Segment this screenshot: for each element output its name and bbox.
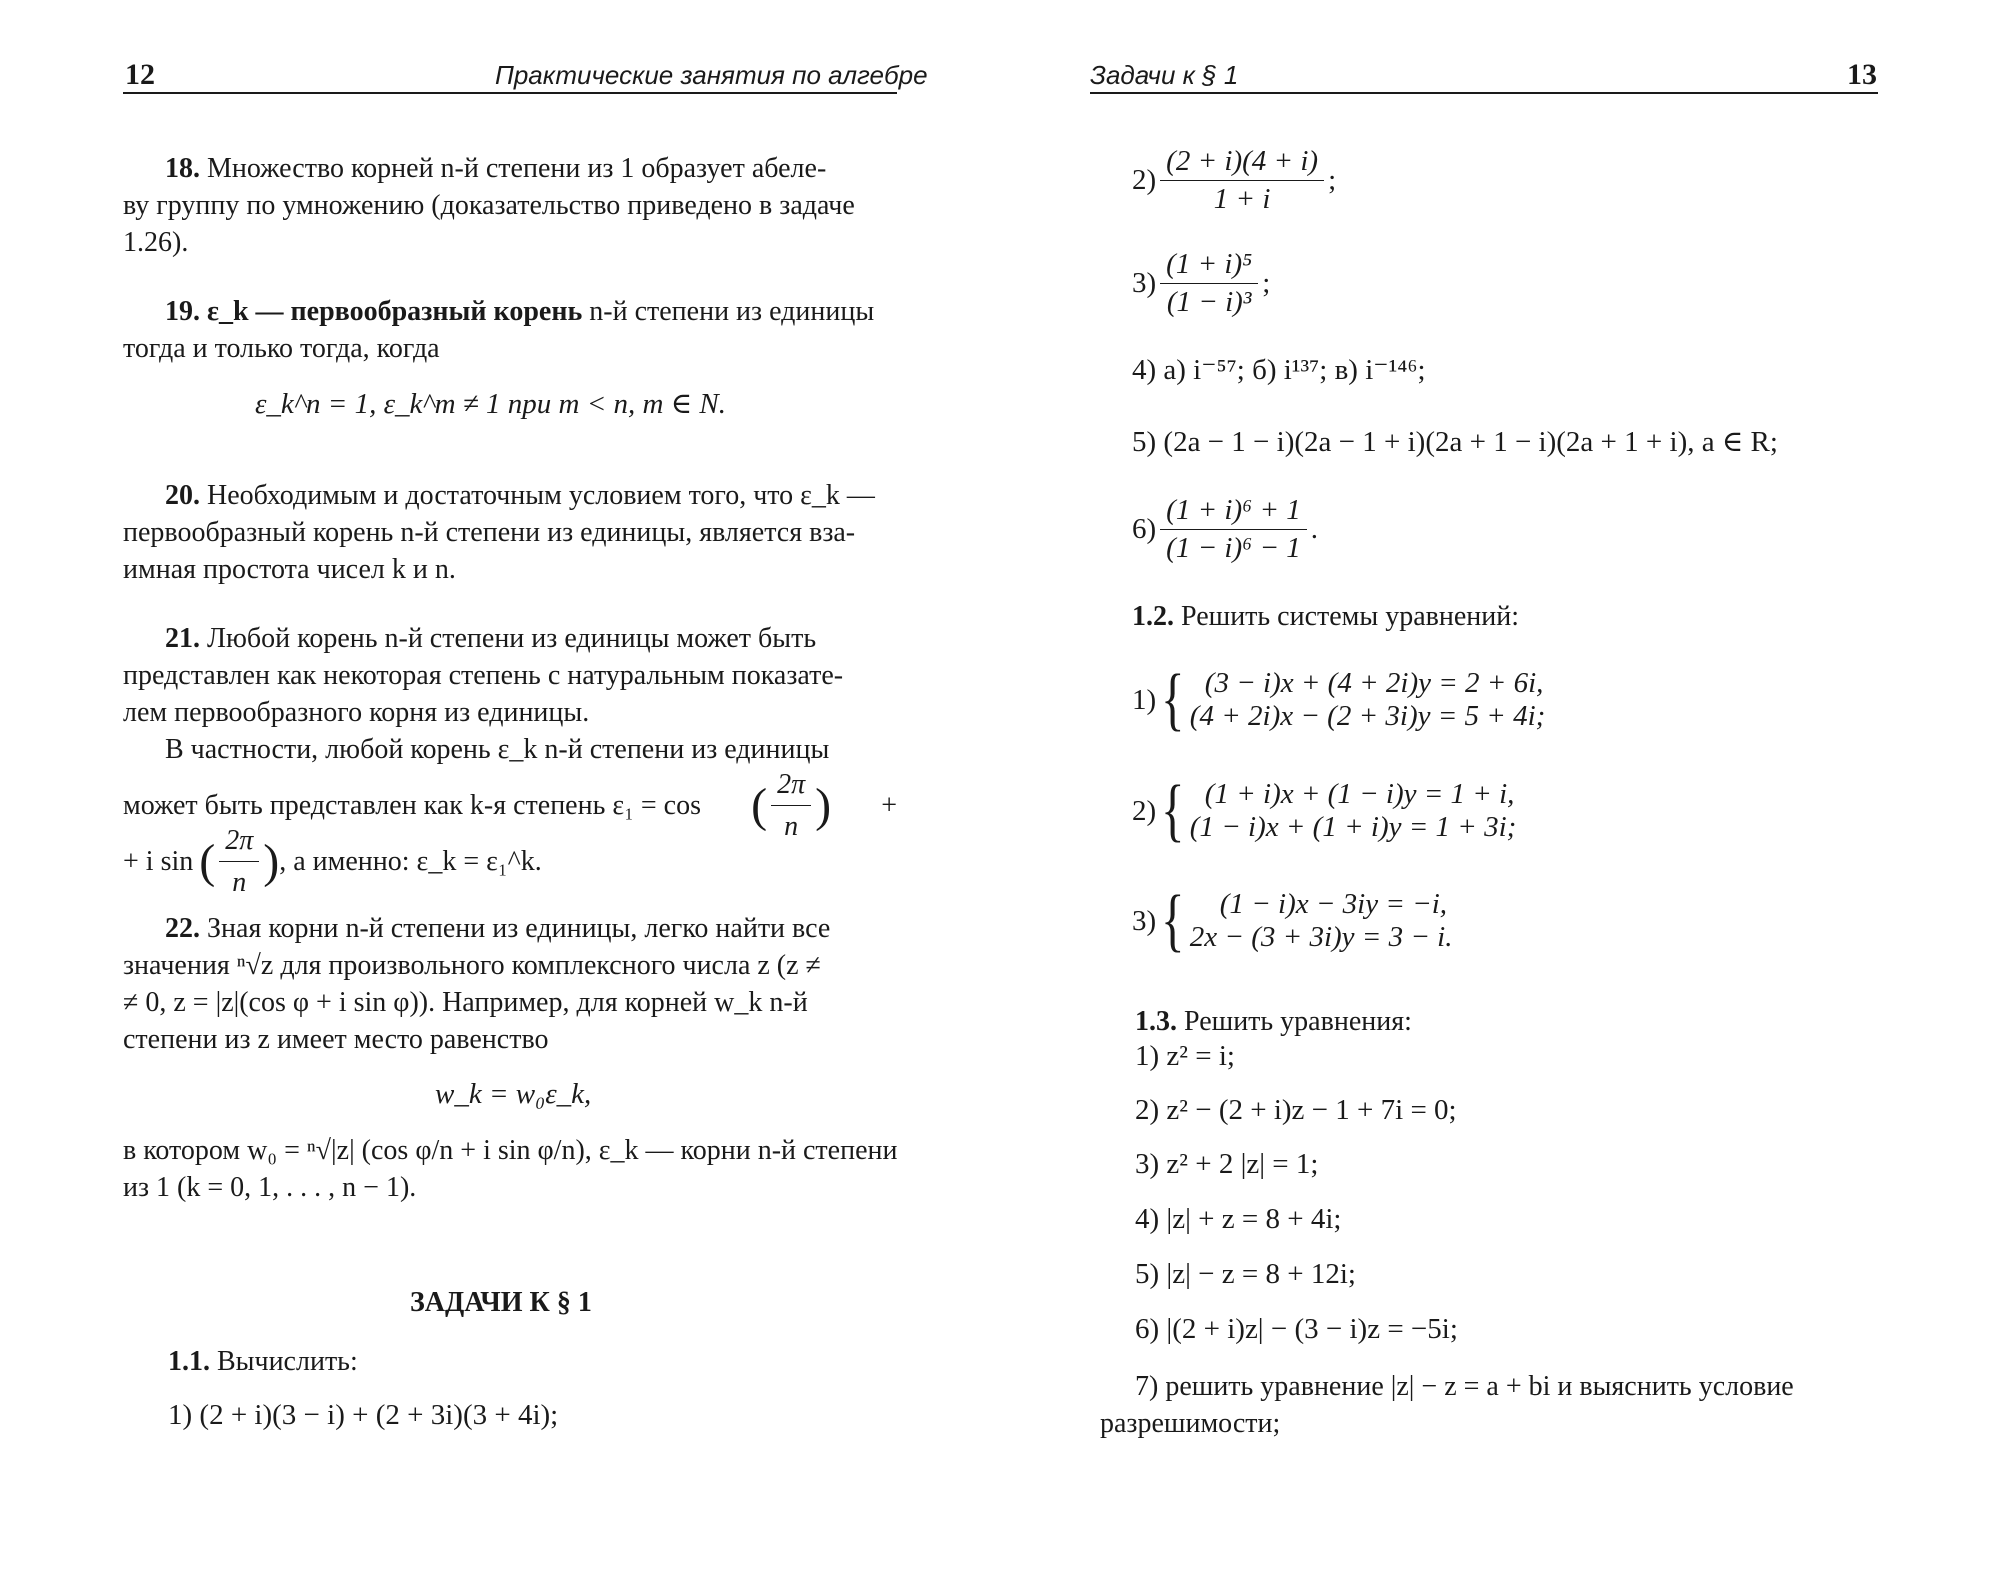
- header-rule: [123, 92, 897, 94]
- item-18: [123, 150, 897, 261]
- item-text: 1.26).: [123, 227, 189, 258]
- header-rule: [1090, 92, 1878, 94]
- equation: 1) z² = i;: [1135, 1040, 1235, 1072]
- item-text: тогда и только тогда, когда: [123, 333, 440, 364]
- equation: 3) z² + 2 |z| = 1;: [1135, 1148, 1319, 1180]
- item-text: + i sin: [123, 846, 194, 877]
- task-item-5: 5) (2a − 1 − i)(2a − 1 + i)(2a + 1 − i)(2a + 1 + i), a ∈ R;: [1132, 426, 1778, 458]
- formula: w_k = w₀ε_k,: [435, 1078, 592, 1110]
- item-21: [123, 620, 897, 768]
- item-21-formula-line-2: + i sin ( $\frac{2\pi}{n}$ ) , а именно: ε_k = ε₁^k.: [123, 822, 542, 901]
- item-20: [123, 477, 897, 588]
- system-1: 1) { (3 − i)x + (4 + 2i)y = 2 + 6i, (4 + 2i)x − (2 + 3i)y = 5 + 4i;: [1132, 661, 1546, 738]
- task-item-3: 3) $\frac{\text{(1 + i)⁵}}{\text{(1 − i)³}}$ ;: [1132, 248, 1271, 318]
- item-number: 18.: [165, 153, 200, 184]
- task-item-2: 2) $\frac{(2 + i)(4 + i)}{1 + i}$ ;: [1132, 145, 1337, 215]
- task-item-4: 4) а) i⁻⁵⁷; б) i¹³⁷; в) i⁻¹⁴⁶;: [1132, 354, 1426, 386]
- fraction: $\frac{2\pi}{n}$: [219, 822, 259, 901]
- equation-7: [1100, 1368, 1880, 1442]
- item-22: [123, 910, 897, 1058]
- task-number: 1.3.: [1135, 1006, 1177, 1037]
- task-number: 1.1.: [168, 1346, 210, 1377]
- item-text: разрешимости;: [1100, 1408, 1281, 1439]
- item-text: +: [881, 790, 897, 821]
- system-3: 3) { (1 − i)x − 3iy = −i, 2x − (3 + 3i)y = 3 − i.: [1132, 882, 1453, 959]
- item-22-cont: [123, 1132, 897, 1206]
- item-text: имная простота чисел k и n.: [123, 554, 456, 585]
- task-1-2: [1132, 598, 1519, 635]
- item-text: , а именно: ε_k = ε₁^k.: [279, 846, 542, 877]
- item-term: ε_k — первообразный корень: [207, 296, 583, 327]
- equation: 4) |z| + z = 8 + 4i;: [1135, 1203, 1342, 1235]
- item-text: степени из z имеет место равенство: [123, 1024, 549, 1055]
- item-text: представлен как некоторая степень с натуральным показате-: [123, 660, 844, 691]
- right-page: [997, 0, 1994, 1581]
- page-number: 13: [1847, 58, 1877, 91]
- item-text: в котором w₀ = ⁿ√|z| (cos φ/n + i sin φ/n), ε_k — корни n-й степени: [123, 1135, 898, 1166]
- item-number: 21.: [165, 623, 200, 654]
- equation: 6) |(2 + i)z| − (3 − i)z = −5i;: [1135, 1313, 1458, 1345]
- item-text: Зная корни n-й степени из единицы, легко найти все: [207, 913, 831, 944]
- running-title: Практические занятия по алгебре: [495, 60, 928, 90]
- system-2: 2) { (1 + i)x + (1 − i)y = 1 + i, (1 − i)x + (1 + i)y = 1 + 3i;: [1132, 772, 1517, 849]
- item-21-formula-line: может быть представлен как k-я степень ε₁ = cos ( $\frac{2\pi}{n}$ ) +: [123, 766, 897, 845]
- item-text: n-й степени из единицы: [589, 296, 875, 327]
- task-label: Решить системы уравнений:: [1181, 601, 1520, 632]
- item-text: Множество корней n-й степени из 1 образует абеле-: [207, 153, 827, 184]
- task-label: Вычислить:: [217, 1346, 358, 1377]
- page-number: 12: [125, 58, 155, 91]
- task-number: 1.2.: [1132, 601, 1174, 632]
- formula: ε_k^n = 1, ε_k^m ≠ 1 при m < n, m ∈ N.: [255, 388, 727, 420]
- item-text: из 1 (k = 0, 1, . . . , n − 1).: [123, 1172, 417, 1203]
- item-text: Необходимым и достаточным условием того, что ε_k —: [207, 480, 875, 511]
- equation: 2) z² − (2 + i)z − 1 + 7i = 0;: [1135, 1094, 1457, 1126]
- item-number: 22.: [165, 913, 200, 944]
- item-19: [123, 293, 897, 367]
- fraction: $\frac{2\pi}{n}$: [771, 766, 811, 845]
- item-text: значения ⁿ√z для произвольного комплексного числа z (z ≠: [123, 950, 821, 981]
- item-number: 19.: [165, 296, 200, 327]
- running-title: Задачи к § 1: [1090, 60, 1239, 90]
- section-title: ЗАДАЧИ К § 1: [410, 1287, 592, 1318]
- item-text: лем первообразного корня из единицы.: [123, 697, 590, 728]
- task-item: 1) (2 + i)(3 − i) + (2 + 3i)(3 + 4i);: [168, 1399, 559, 1431]
- task-label: Решить уравнения:: [1184, 1006, 1412, 1037]
- item-text: 7) решить уравнение |z| − z = a + bi и выяснить условие: [1135, 1371, 1794, 1402]
- task-1-1: [168, 1343, 358, 1380]
- item-text: ≠ 0, z = |z|(cos φ + i sin φ)). Например, для корней w_k n-й: [123, 987, 808, 1018]
- task-1-3: [1135, 1003, 1412, 1040]
- item-text: Любой корень n-й степени из единицы может быть: [207, 623, 817, 654]
- item-number: 20.: [165, 480, 200, 511]
- item-text: первообразный корень n-й степени из единицы, является вза-: [123, 517, 856, 548]
- item-text: ву группу по умножению (доказательство приведено в задаче: [123, 190, 855, 221]
- item-text: может быть представлен как k-я степень ε₁ = cos: [123, 790, 701, 821]
- task-item-6: 6) $\frac{\text{(1 + i)⁶ + 1}}{\text{(1 − i)⁶ − 1}}$ .: [1132, 494, 1319, 564]
- equation: 5) |z| − z = 8 + 12i;: [1135, 1258, 1356, 1290]
- item-text: В частности, любой корень ε_k n-й степени из единицы: [165, 734, 830, 765]
